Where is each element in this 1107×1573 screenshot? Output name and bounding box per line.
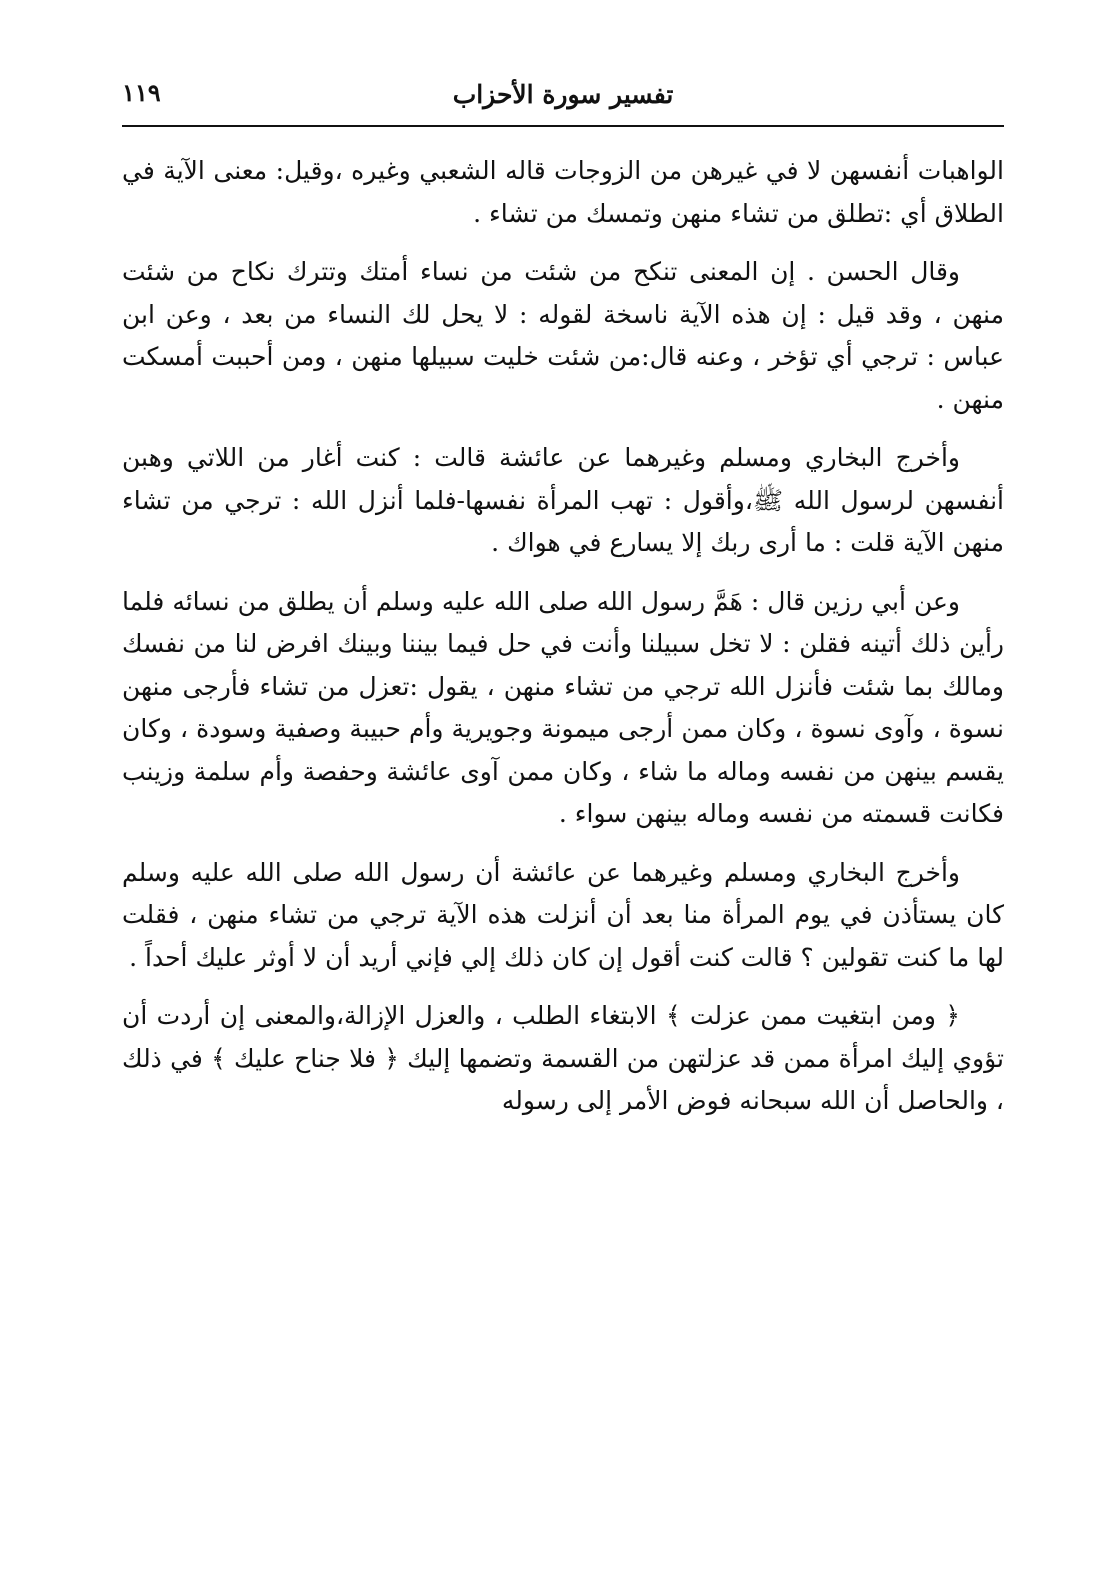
paragraph-4: وعن أبي رزين قال : هَمَّ رسول الله صلى الله عليه وسلم أن يطلق من نسائه فلما رأين ذلك أتينه فقلن : لا تخل سبيلنا وأنت في حل فيما بيننا وبينك افرض لنا من نفسك ومالك بما شئت فأنزل الله ترجي من تشاء منهن ، يقول :تعزل من تشاء فأرجى منهن نسوة ، وآوى نسوة ، وكان ممن أرجى ميمونة وجويرية وأم حبيبة وصفية وسودة ، وكان يقسم بينهن من نفسه وماله ما شاء ، وكان ممن آوى عائشة وحفصة وأم سلمة وزينب فكانت قسمته من نفسه وماله بينهن سواء .	[122, 586, 1004, 828]
paragraph-5: وأخرج البخاري ومسلم وغيرهما عن عائشة أن رسول الله صلى الله عليه وسلم كان يستأذن في يوم المرأة منا بعد أن أنزلت هذه الآية ترجي من تشاء منهن ، فقلت لها ما كنت تقولين ؟ قالت كنت أقول إن كان ذلك إلي فإني أريد أن لا أوثر عليك أحداً .	[122, 857, 1004, 972]
paragraph-1: الواهبات أنفسهن لا في غيرهن من الزوجات قاله الشعبي وغيره ،وقيل: معنى الآية في الطلاق أي :تطلق من تشاء منهن وتمسك من تشاء .	[122, 156, 1004, 228]
paragraph-2: وقال الحسن . إن المعنى تنكح من شئت من نساء أمتك وتترك نكاح من شئت منهن ، وقد قيل : إن هذه الآية ناسخة لقوله : لا يحل لك النساء من بعد ، وعن ابن عباس : ترجي أي تؤخر ، وعنه قال:من شئت خليت سبيلها منهن ، ومن أحببت أمسكت منهن .	[122, 257, 1004, 414]
header-divider	[122, 125, 1004, 127]
running-title: تفسير سورة الأحزاب	[452, 80, 674, 109]
paragraph-6: ﴿ ومن ابتغيت ممن عزلت ﴾ الابتغاء الطلب ، والعزل الإزالة،والمعنى إن أردت أن تؤوي إليك امرأة ممن قد عزلتهن من القسمة وتضمها إليك ﴿ فلا جناح عليك ﴾ في ذلك ، والحاصل أن الله سبحانه فوض الأمر إلى رسوله	[122, 1001, 1004, 1115]
document-body	[122, 150, 1004, 1139]
paragraph-3: وأخرج البخاري ومسلم وغيرهما عن عائشة قالت : كنت أغار من اللاتي وهبن أنفسهن لرسول الله ﷺ،وأقول : تهب المرأة نفسها-فلما أنزل الله : ترجي من تشاء منهن الآية قلت : ما أرى ربك إلا يسارع في هواك .	[122, 443, 1004, 557]
page-header	[122, 74, 1004, 124]
page-number: ١١٩	[122, 78, 161, 107]
